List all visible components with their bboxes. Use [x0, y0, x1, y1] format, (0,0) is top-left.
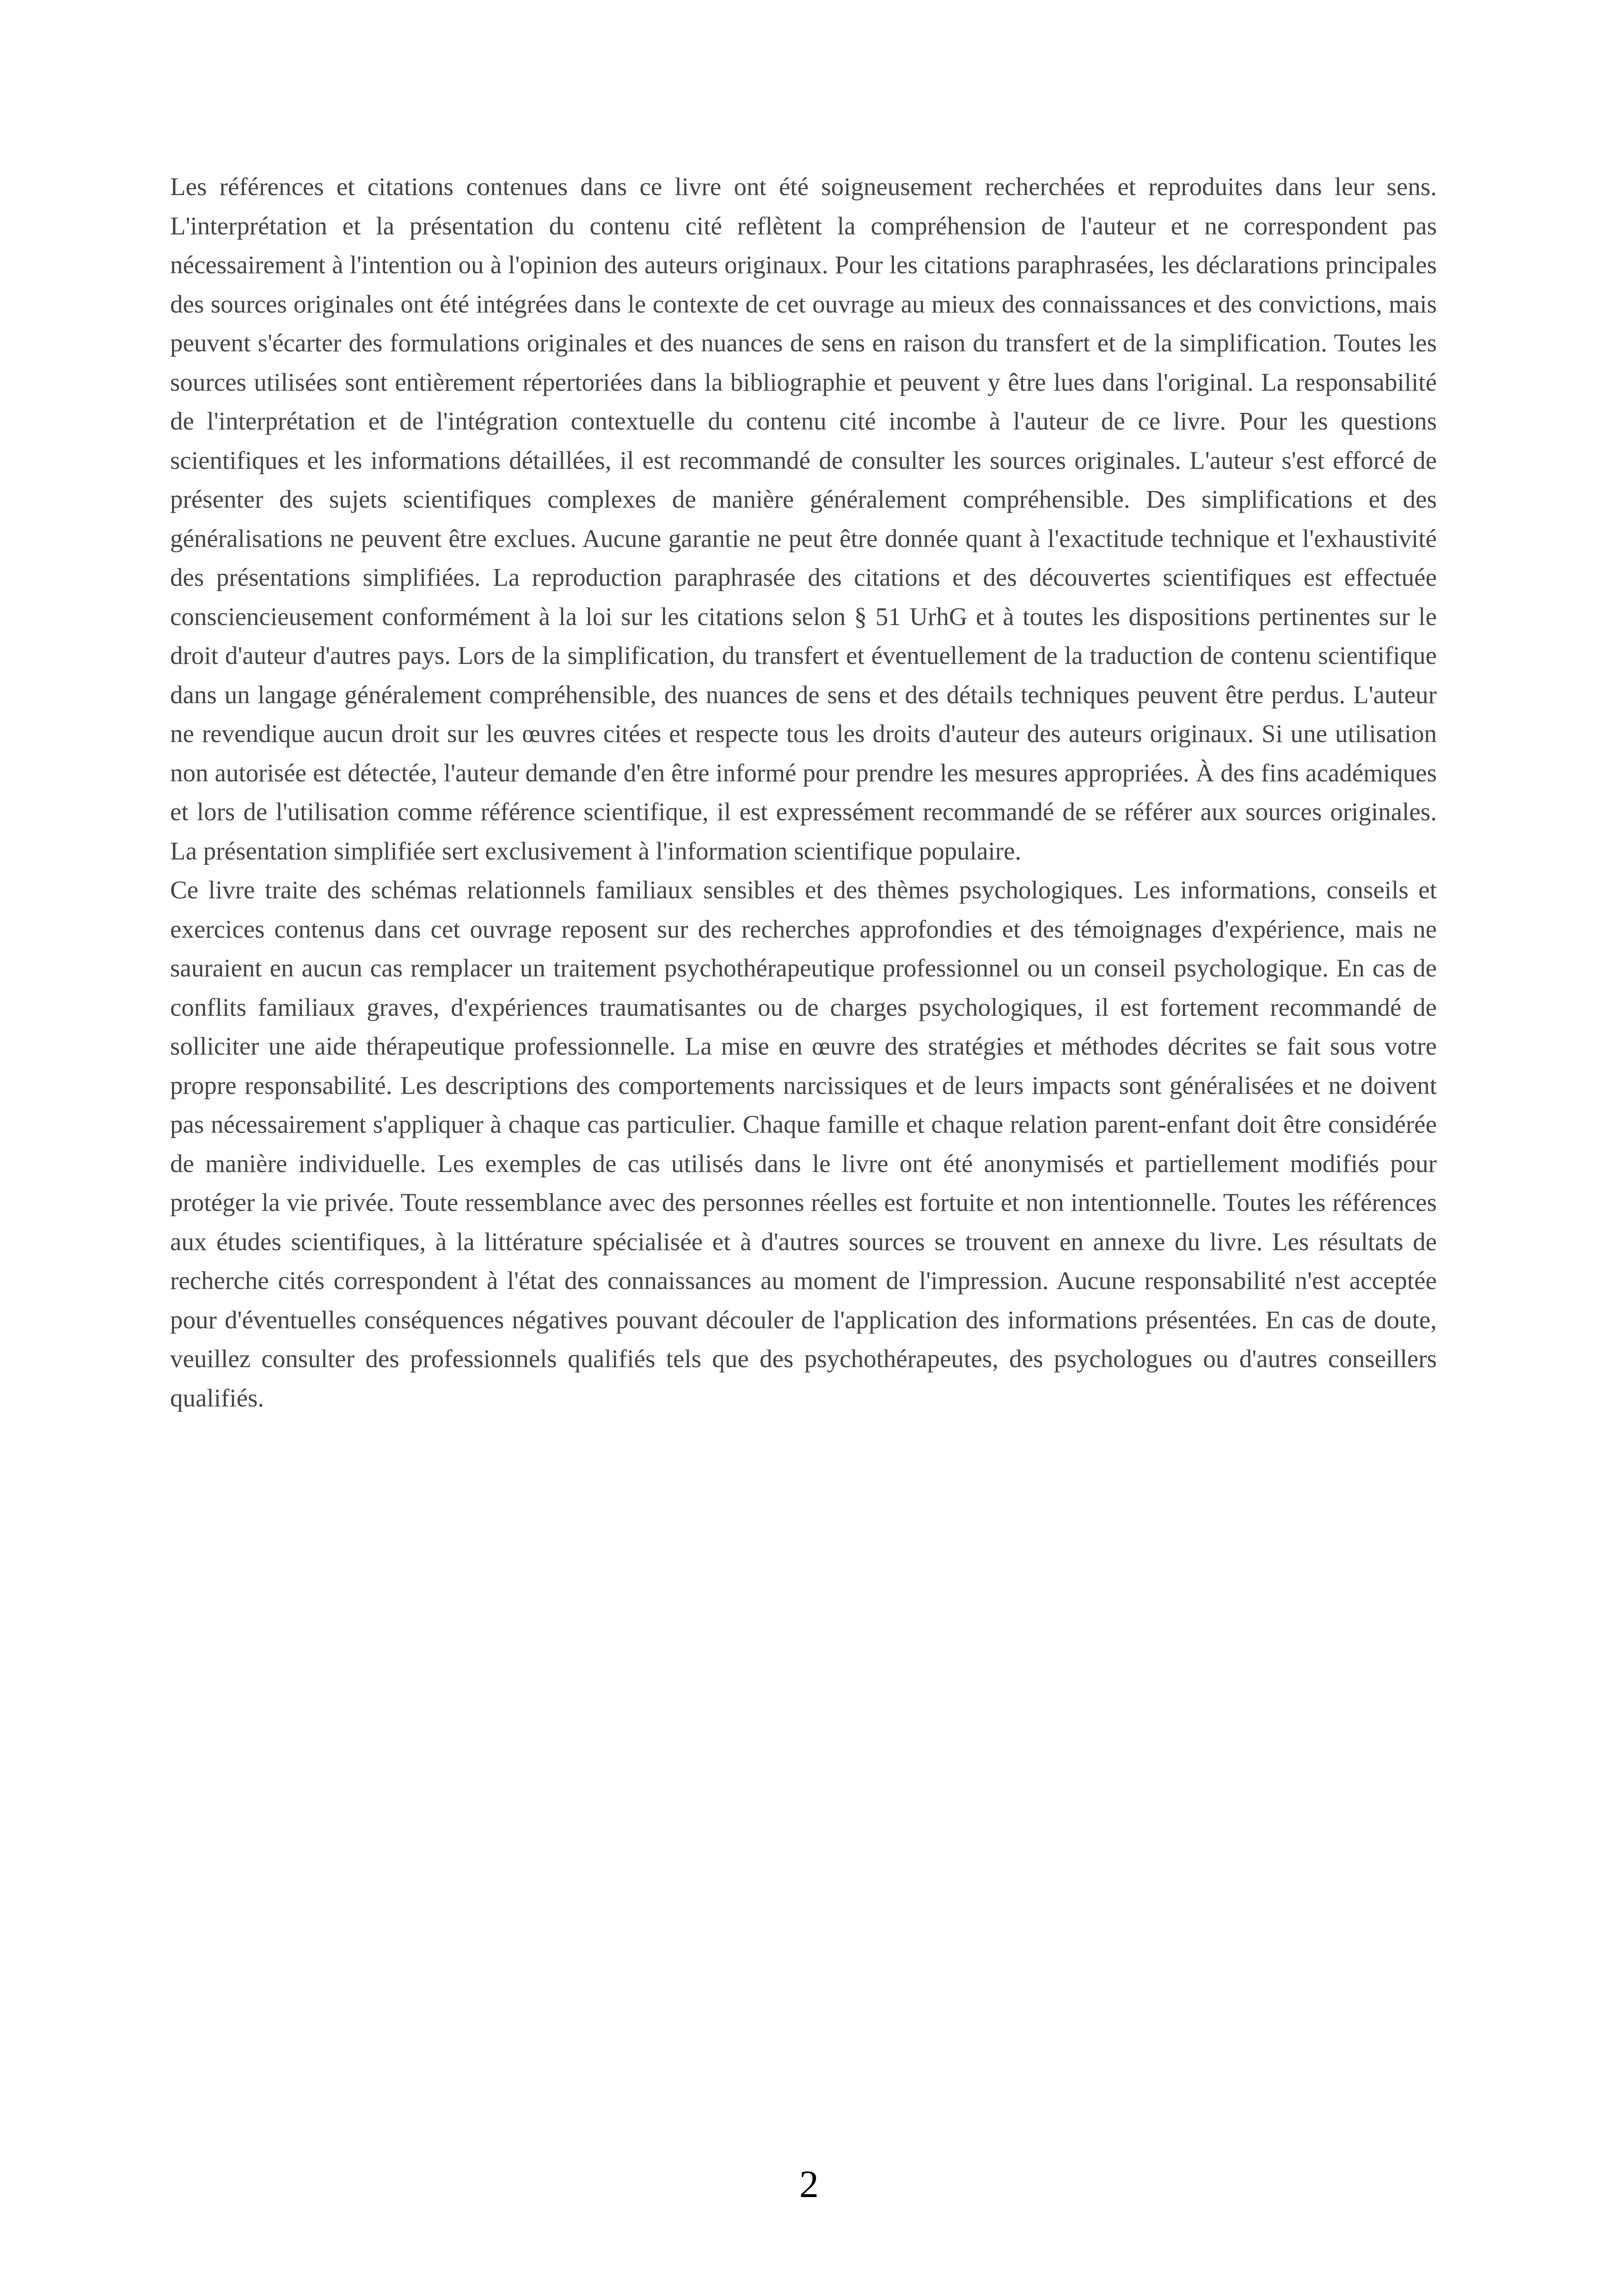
disclaimer-paragraph-sources: Les références et citations contenues dans ce livre ont été soigneusement recherchées et reproduites dans leur sens. L'interprétation et la présentation du contenu cité reflètent la compréhension de l'auteur et ne correspondent pas nécessairement à l'intention ou à l'opinion des auteurs originaux. Pour les citations paraphrasées, les déclarations principales des sources originales ont été intégrées dans le contexte de cet ouvrage au mieux des connaissances et des convictions, mais peuvent s'écarter des formulations originales et des nuances de sens en raison du transfert et de la simplification. Toutes les sources utilisées sont entièrement répertoriées dans la bibliographie et peuvent y être lues dans l'original. La responsabilité de l'interprétation et de l'intégration contextuelle du contenu cité incombe à l'auteur de ce livre. Pour les questions scientifiques et les informations détaillées, il est recommandé de consulter les sources originales. L'auteur s'est efforcé de présenter des sujets scientifiques complexes de manière généralement compréhensible. Des simplifications et des généralisations ne peuvent être exclues. Aucune garantie ne peut être donnée quant à l'exactitude technique et l'exhaustivité des présentations simplifiées. La reproduction paraphrasée des citations et des découvertes scientifiques est effectuée consciencieusement conformément à la loi sur les citations selon § 51 UrhG et à toutes les dispositions pertinentes sur le droit d'auteur d'autres pays. Lors de la simplification, du transfert et éventuellement de la traduction de contenu scientifique dans un langage généralement compréhensible, des nuances de sens et des détails techniques peuvent être perdus. L'auteur ne revendique aucun droit sur les œuvres citées et respecte tous les droits d'auteur des auteurs originaux. Si une utilisation non autorisée est détectée, l'auteur demande d'en être informé pour prendre les mesures appropriées. À des fins académiques et lors de l'utilisation comme référence scientifique, il est expressément recommandé de se référer aux sources originales. La présentation simplifiée sert exclusivement à l'information scientifique populaire. — [170, 172, 1437, 865]
page-number: 2 — [799, 2163, 819, 2206]
body-text — [170, 167, 1437, 1418]
disclaimer-paragraph-psychology: Ce livre traite des schémas relationnels familiaux sensibles et des thèmes psychologiques. Les informations, conseils et exercices contenus dans cet ouvrage reposent sur des recherches approfondies et des témoignages d'expérience, mais ne sauraient en aucun cas remplacer un traitement psychothérapeutique professionnel ou un conseil psychologique. En cas de conflits familiaux graves, d'expériences traumatisantes ou de charges psychologiques, il est fortement recommandé de solliciter une aide thérapeutique professionnelle. La mise en œuvre des stratégies et méthodes décrites se fait sous votre propre responsabilité. Les descriptions des comportements narcissiques et de leurs impacts sont généralisées et ne doivent pas nécessairement s'appliquer à chaque cas particulier. Chaque famille et chaque relation parent-enfant doit être considérée de manière individuelle. Les exemples de cas utilisés dans le livre ont été anonymisés et partiellement modifiés pour protéger la vie privée. Toute ressemblance avec des personnes réelles est fortuite et non intentionnelle. Toutes les références aux études scientifiques, à la littérature spécialisée et à d'autres sources se trouvent en annexe du livre. Les résultats de recherche cités correspondent à l'état des connaissances au moment de l'impression. Aucune responsabilité n'est acceptée pour d'éventuelles conséquences négatives pouvant découler de l'application des informations présentées. En cas de doute, veuillez consulter des professionnels qualifiés tels que des psychothérapeutes, des psychologues ou d'autres conseillers qualifiés. — [170, 876, 1437, 1412]
